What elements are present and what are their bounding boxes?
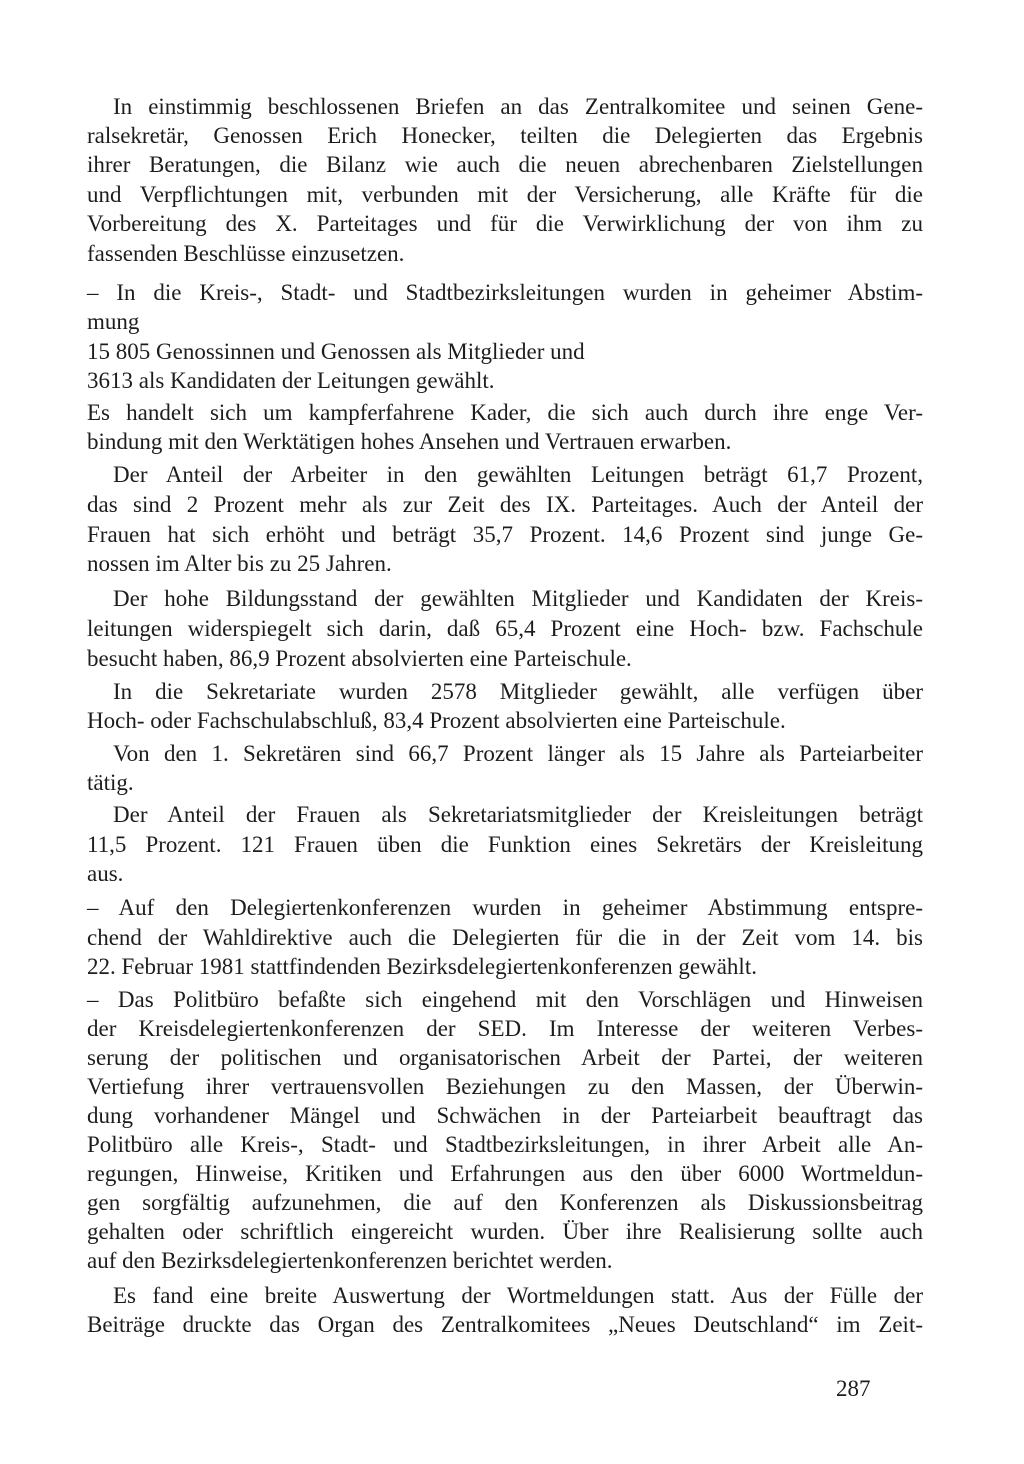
text-line: – Das Politbüro befaßte sich eingehend mit den Vorschlägen und Hinweisen bbox=[87, 987, 923, 1012]
text-line: auf den Bezirksdelegiertenkonferenzen berichtet werden. bbox=[87, 1248, 613, 1273]
text-line: ihrer Beratungen, die Bilanz wie auch die neuen abrechenbaren Zielstellungen bbox=[87, 152, 923, 177]
text-line: Vorbereitung des X. Parteitages und für die Verwirklichung der von ihm zu bbox=[87, 211, 923, 236]
text-line: Der Anteil der Arbeiter in den gewählten Leitungen beträgt 61,7 Prozent, bbox=[113, 462, 923, 487]
text-line: In einstimmig beschlossenen Briefen an das Zentralkomitee und seinen Gene- bbox=[113, 94, 923, 119]
text-line: leitungen widerspiegelt sich darin, daß 65,4 Prozent eine Hoch- bzw. Fachschule bbox=[87, 616, 923, 641]
text-line: Es fand eine breite Auswertung der Wortmeldungen statt. Aus der Fülle der bbox=[113, 1283, 923, 1308]
text-line: 22. Februar 1981 stattfindenden Bezirksdelegiertenkonferenzen gewählt. bbox=[87, 954, 757, 979]
text-line: Der hohe Bildungsstand der gewählten Mitglieder und Kandidaten der Kreis- bbox=[113, 586, 923, 611]
text-line: und Verpflichtungen mit, verbunden mit der Versicherung, alle Kräfte für die bbox=[87, 182, 923, 207]
page-number: 287 bbox=[836, 1376, 871, 1401]
text-line: Frauen hat sich erhöht und beträgt 35,7 Prozent. 14,6 Prozent sind junge Ge- bbox=[87, 522, 923, 547]
text-line: aus. bbox=[87, 861, 124, 886]
text-line: Es handelt sich um kampferfahrene Kader, die sich auch durch ihre enge Ver- bbox=[87, 400, 923, 425]
text-line: gen sorgfältig aufzunehmen, die auf den Konferenzen als Diskussionsbeitrag bbox=[87, 1190, 923, 1215]
text-line: Hoch- oder Fachschulabschluß, 83,4 Prozent absolvierten eine Parteischule. bbox=[87, 708, 786, 733]
text-line: nossen im Alter bis zu 25 Jahren. bbox=[87, 551, 392, 576]
text-line: Vertiefung ihrer vertrauensvollen Beziehungen zu den Massen, der Überwin- bbox=[87, 1074, 923, 1099]
text-line: Der Anteil der Frauen als Sekretariatsmitglieder der Kreisleitungen beträgt bbox=[113, 802, 923, 827]
text-line: fassenden Beschlüsse einzusetzen. bbox=[87, 241, 405, 266]
text-line: Beiträge druckte das Organ des Zentralkomitees „Neues Deutschland“ im Zeit- bbox=[87, 1312, 923, 1337]
text-line: – In die Kreis-, Stadt- und Stadtbezirksleitungen wurden in geheimer Abstim- bbox=[87, 280, 923, 305]
text-line: In die Sekretariate wurden 2578 Mitglieder gewählt, alle verfügen über bbox=[113, 679, 923, 704]
text-line: gehalten oder schriftlich eingereicht wurden. Über ihre Realisierung sollte auch bbox=[87, 1219, 923, 1244]
text-line: dung vorhandener Mängel und Schwächen in der Parteiarbeit beauftragt das bbox=[87, 1103, 923, 1128]
text-line: der Kreisdelegiertenkonferenzen der SED. Im Interesse der weiteren Verbes- bbox=[87, 1016, 923, 1041]
text-line: Von den 1. Sekretären sind 66,7 Prozent länger als 15 Jahre als Parteiarbeiter bbox=[113, 741, 923, 766]
text-line: das sind 2 Prozent mehr als zur Zeit des IX. Parteitages. Auch der Anteil der bbox=[87, 492, 923, 517]
text-line: tätig. bbox=[87, 770, 134, 795]
text-line: – Auf den Delegiertenkonferenzen wurden in geheimer Abstimmung entspre- bbox=[87, 895, 923, 920]
text-line: ralsekretär, Genossen Erich Honecker, teilten die Delegierten das Ergebnis bbox=[87, 123, 923, 148]
text-line: bindung mit den Werktätigen hohes Ansehen und Vertrauen erwarben. bbox=[87, 429, 732, 454]
text-line: Politbüro alle Kreis-, Stadt- und Stadtbezirksleitungen, in ihrer Arbeit alle An- bbox=[87, 1132, 923, 1157]
text-line: chend der Wahldirektive auch die Delegierten für die in der Zeit vom 14. bis bbox=[87, 925, 923, 950]
text-line: 15 805 Genossinnen und Genossen als Mitglieder und bbox=[87, 339, 585, 364]
text-line: besucht haben, 86,9 Prozent absolvierten eine Parteischule. bbox=[87, 646, 632, 671]
text-line: 3613 als Kandidaten der Leitungen gewählt. bbox=[87, 368, 495, 393]
text-line: serung der politischen und organisatorischen Arbeit der Partei, der weiteren bbox=[87, 1045, 923, 1070]
text-line: 11,5 Prozent. 121 Frauen üben die Funktion eines Sekretärs der Kreisleitung bbox=[87, 832, 923, 857]
text-line: mung bbox=[87, 309, 140, 334]
text-line: regungen, Hinweise, Kritiken und Erfahrungen aus den über 6000 Wortmeldun- bbox=[87, 1161, 923, 1186]
